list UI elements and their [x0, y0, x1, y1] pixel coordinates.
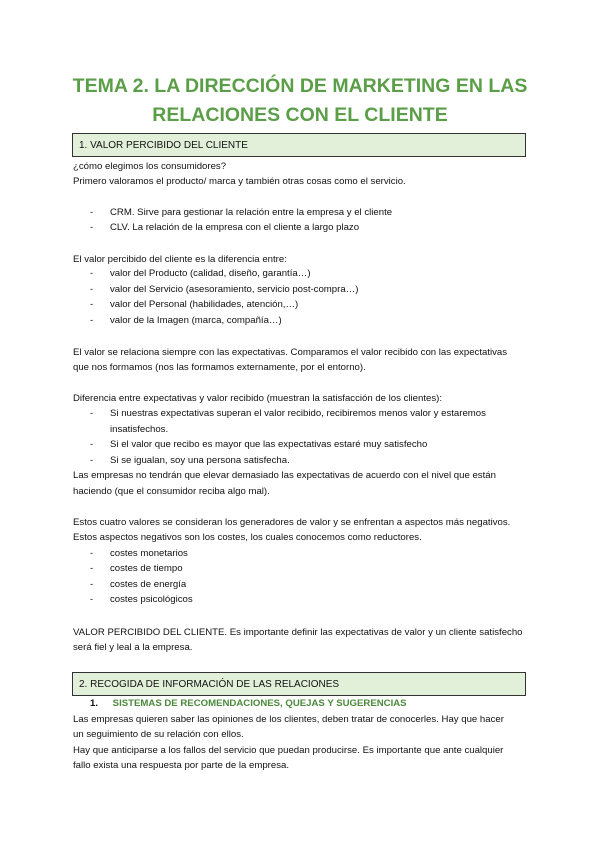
value-intro: El valor percibido del cliente es la diferencia entre: [73, 254, 287, 265]
list-item: - CLV. La relación de la empresa con el cliente a largo plazo [90, 222, 360, 233]
list-item: - valor del Servicio (asesoramiento, servicio post-compra…) [90, 284, 359, 295]
expectations-line-2: que nos formamos (nos las formamos externamente, por el entorno). [73, 362, 366, 373]
intro-statement: Primero valoramos el producto/ marca y también otras cosas como el servicio. [73, 176, 406, 187]
four-values-line-1: Estos cuatro valores se consideran los generadores de valor y se enfrentan a aspectos más negativos. [73, 517, 511, 528]
section-2-line-3: Hay que anticiparse a los fallos del servicio que puedan producirse. Es importante que ante cualquier [73, 745, 504, 756]
section-2-heading: 2. RECOGIDA DE INFORMACIÓN DE LAS RELACIONES [72, 672, 526, 696]
section-1-heading: 1. VALOR PERCIBIDO DEL CLIENTE [72, 133, 526, 157]
list-item-continuation: insatisfechos. [110, 424, 169, 435]
list-item: - valor de la Imagen (marca, compañía…) [90, 315, 282, 326]
list-item: - valor del Personal (habilidades, atención,…) [90, 299, 299, 310]
list-item: - costes psicológicos [90, 594, 193, 605]
section-2-line-1: Las empresas quieren saber las opiniones de los clientes, deben tratar de conocerles. Hay que hacer [73, 714, 504, 725]
list-item: - Si el valor que recibo es mayor que las expectativas estaré muy satisfecho [90, 439, 428, 450]
list-item: - Si se igualan, soy una persona satisfecha. [90, 455, 290, 466]
list-item: - costes de tiempo [90, 563, 183, 574]
section-2-line-4: fallo exista una respuesta por parte de la empresa. [73, 760, 289, 771]
companies-line-2: haciendo (que el consumidor reciba algo mal). [73, 486, 270, 497]
difference-intro: Diferencia entre expectativas y valor recibido (muestran la satisfacción de los clientes): [73, 393, 442, 404]
summary-line-2: será fiel y leal a la empresa. [73, 642, 193, 653]
four-values-line-2: Estos aspectos negativos son los costes, los cuales conocemos como reductores. [73, 532, 422, 543]
document-title [60, 72, 540, 130]
title-line-1: TEMA 2. LA DIRECCIÓN DE MARKETING EN LAS [72, 75, 528, 97]
list-item: - valor del Producto (calidad, diseño, garantía…) [90, 268, 311, 279]
subsection-number: 1. [90, 698, 99, 709]
companies-line-1: Las empresas no tendrán que elevar demasiado las expectativas de acuerdo con el nivel que están [73, 470, 496, 481]
section-2-line-2: un seguimiento de su relación con ellos. [73, 729, 244, 740]
list-item: - CRM. Sirve para gestionar la relación entre la empresa y el cliente [90, 207, 393, 218]
list-item: - Si nuestras expectativas superan el valor recibido, recibiremos menos valor y estaremos [90, 408, 486, 419]
list-item: - costes monetarios [90, 548, 188, 559]
expectations-line-1: El valor se relaciona siempre con las expectativas. Comparamos el valor recibido con las expectativas [73, 347, 508, 358]
list-item: - costes de energía [90, 579, 187, 590]
subsection-heading [90, 697, 407, 710]
subsection-title: SISTEMAS DE RECOMENDACIONES, QUEJAS Y SUGERENCIAS [112, 698, 407, 709]
title-line-2: RELACIONES CON EL CLIENTE [152, 104, 448, 126]
intro-question: ¿cómo elegimos los consumidores? [73, 161, 227, 172]
summary-line-1: VALOR PERCIBIDO DEL CLIENTE. Es importante definir las expectativas de valor y un cliente satisfecho [73, 627, 523, 638]
